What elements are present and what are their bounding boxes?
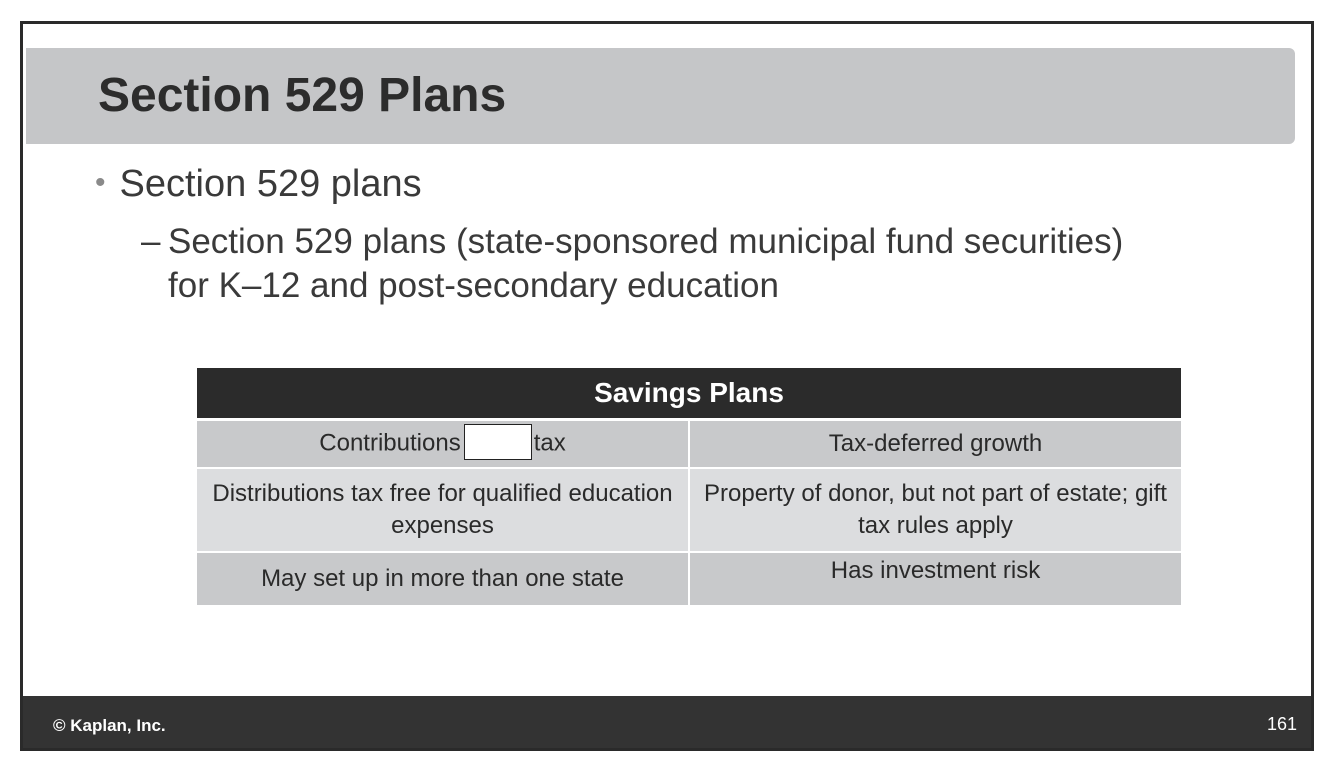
table-cell-tax-deferred: Tax-deferred growth [689,420,1181,469]
table-header: Savings Plans [197,368,1181,420]
bullet-level-1-text: Section 529 plans [119,163,422,205]
fill-in-blank-box [464,424,532,460]
contributions-label: Contributions [319,429,461,457]
table-cell-distributions: Distributions tax free for qualified education expenses [197,468,689,552]
title-bar [26,48,1295,144]
table-row [197,420,1181,469]
copyright-text: © Kaplan, Inc. [53,716,166,735]
savings-plans-table [197,368,1181,607]
table-cell-contributions [197,420,689,469]
bullet-level-2 [141,220,1241,308]
tax-label: tax [533,429,566,457]
bullet-level-1 [95,160,422,211]
table-cell-property-of-donor: Property of donor, but not part of estate; gift tax rules apply [689,468,1181,552]
bullet-marker: • [95,166,106,199]
bullet-level-2-line-2: for K–12 and post-secondary education [168,266,779,305]
slide-title: Section 529 Plans [98,69,507,122]
slide [20,21,1314,751]
table-row [197,552,1181,606]
table-cell-multiple-states: May set up in more than one state [197,552,689,606]
bullet-level-2-line-1: Section 529 plans (state-sponsored municipal fund securities) [168,222,1124,261]
table-row [197,468,1181,552]
table-cell-investment-risk: Has investment risk [689,552,1181,606]
page-number: 161 [1266,714,1297,734]
dash-marker: – [141,222,161,261]
footer-bar [23,696,1311,748]
